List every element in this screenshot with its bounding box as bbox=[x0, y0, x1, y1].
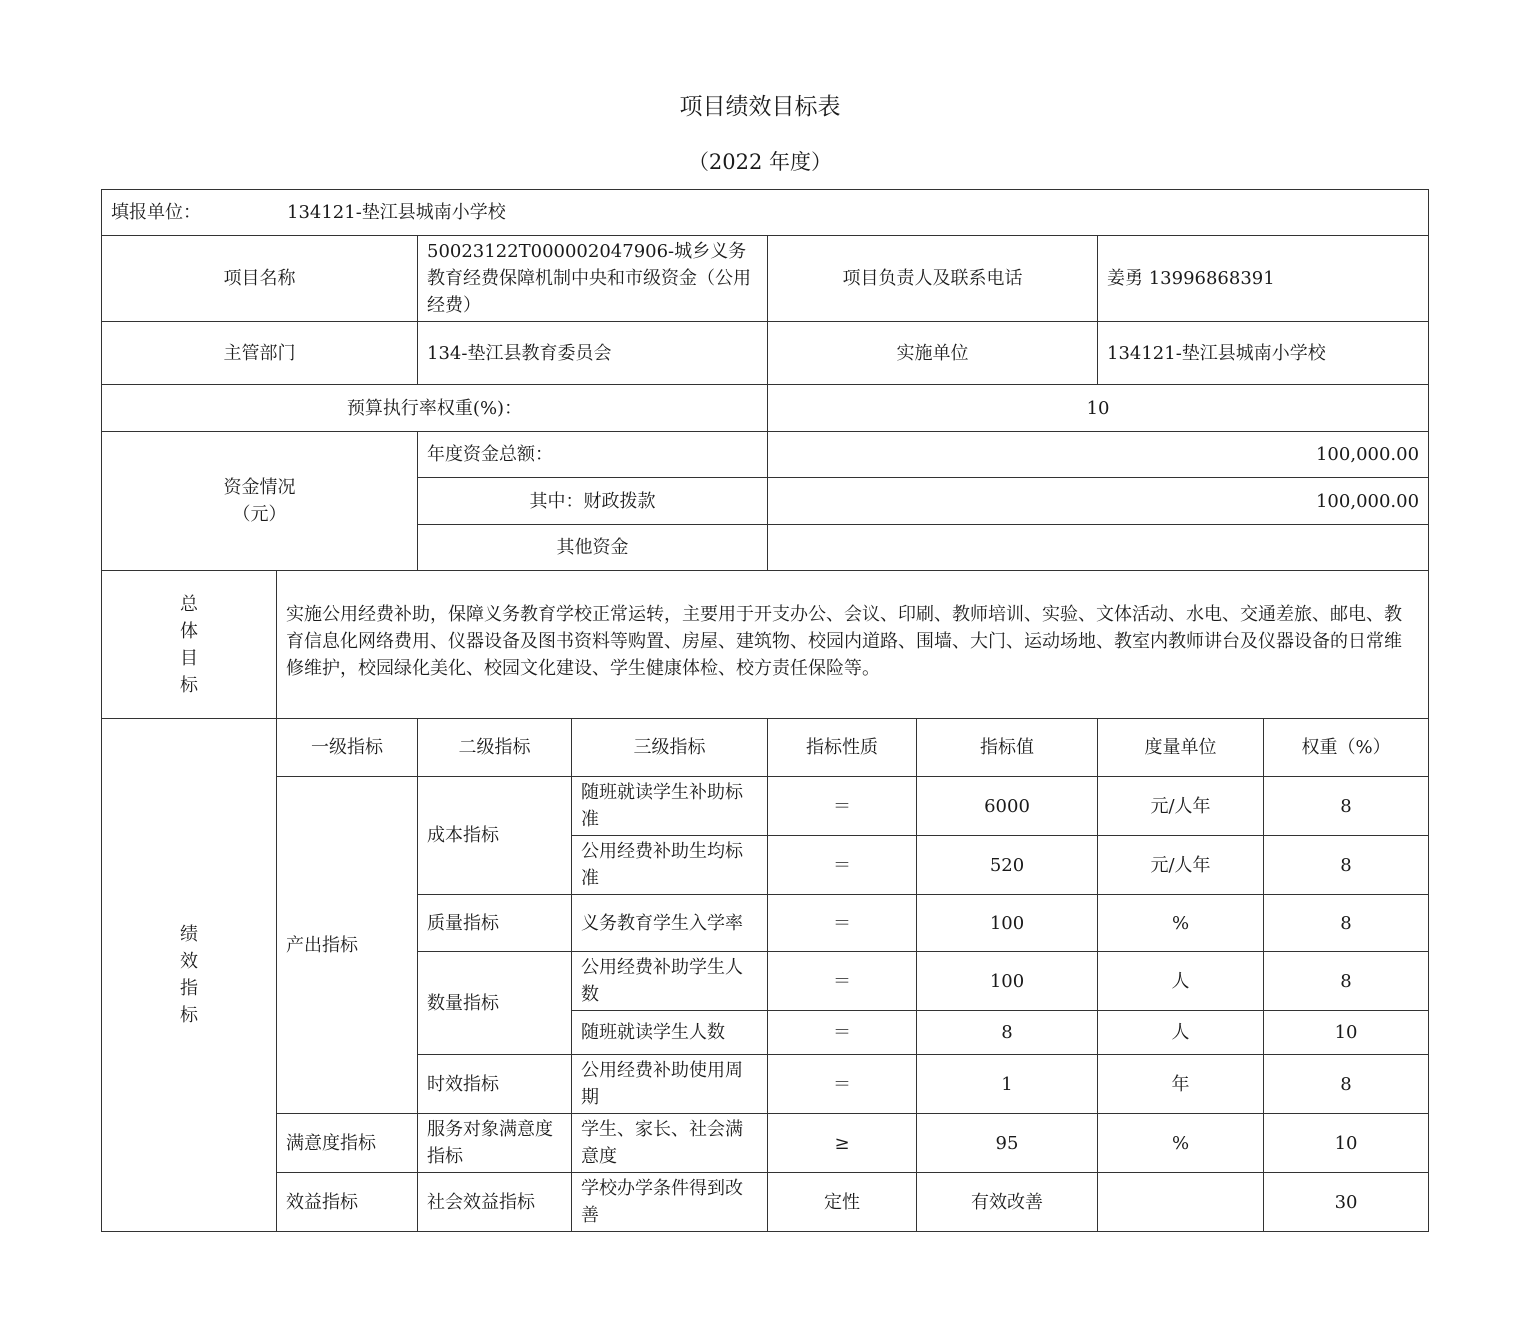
level3-name: 公用经费补助生均标准 bbox=[572, 836, 768, 895]
perf-char: 效 bbox=[180, 951, 198, 972]
value-cell: 有效改善 bbox=[917, 1173, 1098, 1232]
weight-cell: 8 bbox=[1264, 1055, 1429, 1114]
implementing-unit-value: 134121-垫江县城南小学校 bbox=[1098, 322, 1429, 385]
header-level3: 三级指标 bbox=[572, 719, 768, 777]
unit-cell: % bbox=[1098, 895, 1264, 952]
level1-benefit: 效益指标 bbox=[277, 1173, 418, 1232]
other-funds-label: 其他资金 bbox=[418, 525, 768, 571]
value-cell: 8 bbox=[917, 1011, 1098, 1055]
value-cell: 100 bbox=[917, 895, 1098, 952]
reporting-unit-label: 填报单位： bbox=[111, 202, 201, 223]
weight-cell: 8 bbox=[1264, 836, 1429, 895]
performance-target-table bbox=[101, 189, 1429, 1232]
project-name-label: 项目名称 bbox=[102, 236, 418, 322]
header-nature: 指标性质 bbox=[768, 719, 917, 777]
level3-name: 公用经费补助使用周期 bbox=[572, 1055, 768, 1114]
perf-char: 绩 bbox=[180, 924, 198, 945]
fiscal-allocation-value: 100,000.00 bbox=[768, 478, 1429, 525]
annual-total-label: 年度资金总额： bbox=[418, 432, 768, 478]
page-title: 项目绩效目标表 bbox=[679, 94, 841, 120]
level2-service-satisfaction: 服务对象满意度指标 bbox=[418, 1114, 572, 1173]
unit-cell bbox=[1098, 1173, 1264, 1232]
budget-weight-value: 10 bbox=[768, 385, 1429, 432]
project-manager-label: 项目负责人及联系电话 bbox=[768, 236, 1098, 322]
project-name-value: 50023122T000002047906-城乡义务教育经费保障机制中央和市级资金（公用经费） bbox=[418, 236, 768, 322]
level2-quality: 质量指标 bbox=[418, 895, 572, 952]
nature-cell: ＝ bbox=[768, 1011, 917, 1055]
table-row bbox=[102, 1114, 1429, 1173]
perf-char: 标 bbox=[180, 1005, 198, 1026]
header-level1: 一级指标 bbox=[277, 719, 418, 777]
unit-cell: 人 bbox=[1098, 1011, 1264, 1055]
other-funds-value bbox=[768, 525, 1429, 571]
table-row bbox=[102, 1173, 1429, 1232]
header-weight: 权重（%） bbox=[1264, 719, 1429, 777]
header-value: 指标值 bbox=[917, 719, 1098, 777]
header-level2: 二级指标 bbox=[418, 719, 572, 777]
weight-cell: 30 bbox=[1264, 1173, 1429, 1232]
funds-label bbox=[102, 432, 418, 571]
reporting-unit-value: 134121-垫江县城南小学校 bbox=[287, 202, 506, 223]
page-subtitle: （2022 年度） bbox=[687, 150, 833, 174]
nature-cell: ＝ bbox=[768, 777, 917, 836]
performance-indicators-label bbox=[102, 719, 277, 1232]
value-cell: 95 bbox=[917, 1114, 1098, 1173]
level2-cost: 成本指标 bbox=[418, 777, 572, 895]
value-cell: 520 bbox=[917, 836, 1098, 895]
annual-total-value: 100,000.00 bbox=[768, 432, 1429, 478]
level1-output: 产出指标 bbox=[277, 777, 418, 1114]
perf-char: 指 bbox=[180, 978, 198, 999]
header-unit: 度量单位 bbox=[1098, 719, 1264, 777]
overall-goal-text: 实施公用经费补助，保障义务教育学校正常运转，主要用于开支办公、会议、印刷、教师培训、实验、文体活动、水电、交通差旅、邮电、教育信息化网络费用、仪器设备及图书资料等购置、房屋、建筑物、校园内道路、围墙、大门、运动场地、教室内教师讲台及仪器设备的日常维修维护，校园绿化美化、校园文化建设、学生健康体检、校方责任保险等。 bbox=[277, 571, 1429, 719]
fiscal-allocation-label: 其中：财政拨款 bbox=[418, 478, 768, 525]
department-value: 134-垫江县教育委员会 bbox=[418, 322, 768, 385]
nature-cell: ≥ bbox=[768, 1114, 917, 1173]
unit-cell: 元/人年 bbox=[1098, 777, 1264, 836]
weight-cell: 8 bbox=[1264, 895, 1429, 952]
value-cell: 6000 bbox=[917, 777, 1098, 836]
nature-cell: ＝ bbox=[768, 1055, 917, 1114]
project-manager-value: 姜勇 13996868391 bbox=[1098, 236, 1429, 322]
overall-goal-char: 体 bbox=[180, 620, 198, 642]
weight-cell: 8 bbox=[1264, 777, 1429, 836]
overall-goal-label bbox=[102, 571, 277, 719]
weight-cell: 10 bbox=[1264, 1114, 1429, 1173]
level2-social-benefit: 社会效益指标 bbox=[418, 1173, 572, 1232]
budget-weight-label: 预算执行率权重(%)： bbox=[102, 385, 768, 432]
overall-goal-char: 标 bbox=[180, 674, 198, 696]
nature-cell: ＝ bbox=[768, 952, 917, 1011]
level3-name: 公用经费补助学生人数 bbox=[572, 952, 768, 1011]
unit-cell: % bbox=[1098, 1114, 1264, 1173]
unit-cell: 人 bbox=[1098, 952, 1264, 1011]
level1-satisfaction: 满意度指标 bbox=[277, 1114, 418, 1173]
nature-cell: 定性 bbox=[768, 1173, 917, 1232]
overall-goal-char: 目 bbox=[180, 647, 198, 669]
reporting-unit-cell bbox=[102, 190, 1429, 236]
value-cell: 100 bbox=[917, 952, 1098, 1011]
table-row bbox=[102, 777, 1429, 836]
level3-name: 学校办学条件得到改善 bbox=[572, 1173, 768, 1232]
level2-timeliness: 时效指标 bbox=[418, 1055, 572, 1114]
nature-cell: ＝ bbox=[768, 836, 917, 895]
weight-cell: 8 bbox=[1264, 952, 1429, 1011]
implementing-unit-label: 实施单位 bbox=[768, 322, 1098, 385]
department-label: 主管部门 bbox=[102, 322, 418, 385]
level3-name: 随班就读学生人数 bbox=[572, 1011, 768, 1055]
nature-cell: ＝ bbox=[768, 895, 917, 952]
value-cell: 1 bbox=[917, 1055, 1098, 1114]
unit-cell: 元/人年 bbox=[1098, 836, 1264, 895]
level3-name: 随班就读学生补助标准 bbox=[572, 777, 768, 836]
weight-cell: 10 bbox=[1264, 1011, 1429, 1055]
level2-quantity: 数量指标 bbox=[418, 952, 572, 1055]
overall-goal-char: 总 bbox=[180, 593, 198, 615]
level3-name: 学生、家长、社会满意度 bbox=[572, 1114, 768, 1173]
level3-name: 义务教育学生入学率 bbox=[572, 895, 768, 952]
unit-cell: 年 bbox=[1098, 1055, 1264, 1114]
funds-label-line2: （元） bbox=[232, 504, 287, 525]
funds-label-line1: 资金情况 bbox=[223, 477, 296, 498]
